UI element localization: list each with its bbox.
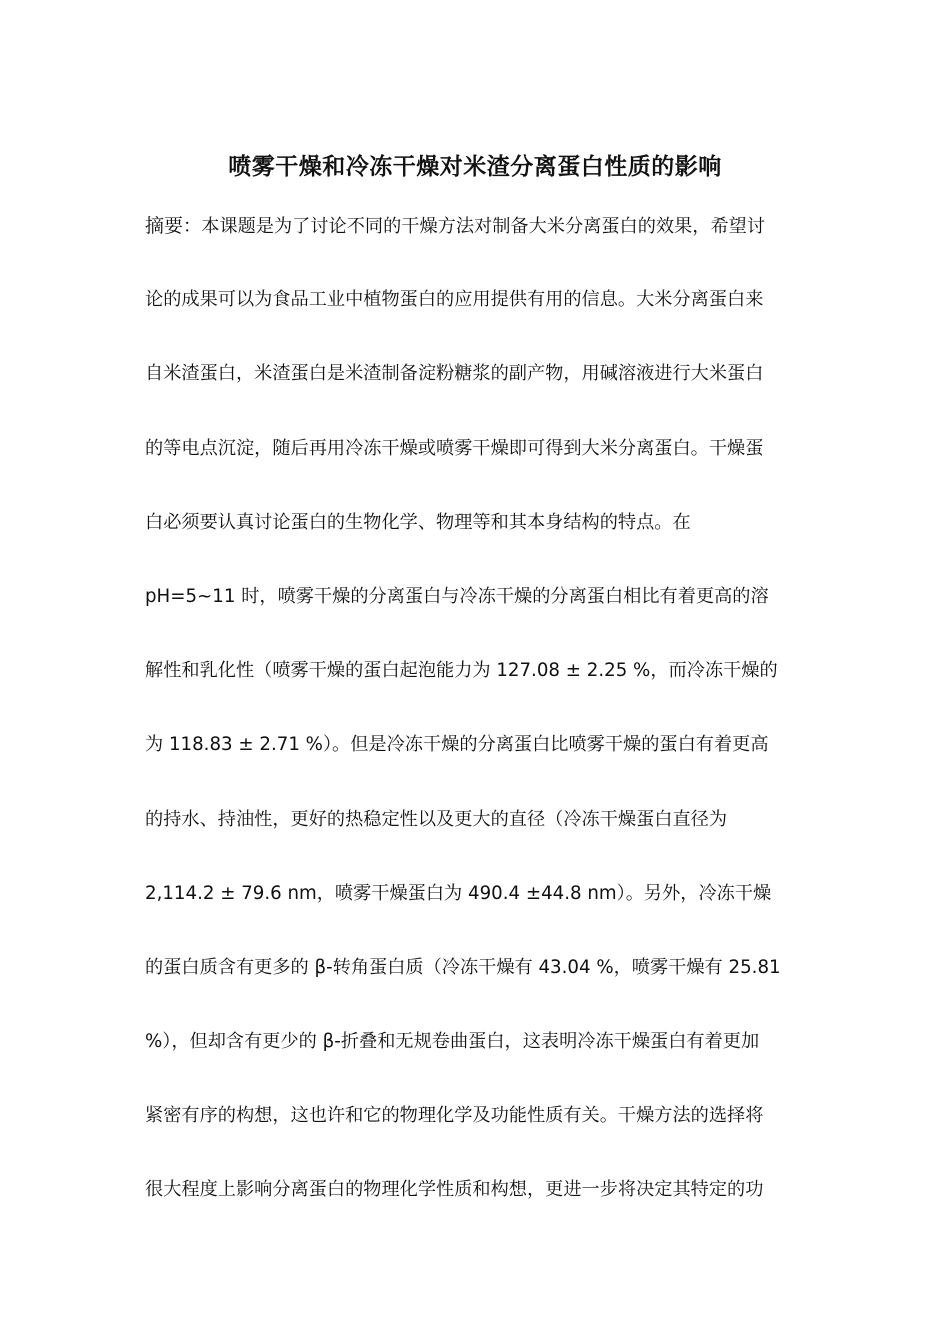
abstract-label: 摘要 — [145, 215, 184, 237]
document-title: 喷雾干燥和冷冻干燥对米渣分离蛋白性质的影响 — [228, 154, 722, 180]
abstract-line: 紧密有序的构想，这也许和它的物理化学及功能性质有关。干燥方法的选择将 — [145, 1105, 764, 1127]
abstract-line — [145, 207, 805, 281]
abstract-line: 2,114.2 ± 79.6 nm，喷雾干燥蛋白为 490.4 ±44.8 nm）。另外，冷冻干燥 — [145, 882, 772, 904]
abstract-line: %），但却含有更少的 β-折叠和无规卷曲蛋白，这表明冷冻干燥蛋白有着更加 — [145, 1031, 760, 1053]
abstract-line: 的等电点沉淀，随后再用冷冻干燥或喷雾干燥即可得到大米分离蛋白。干燥蛋 — [145, 437, 764, 459]
abstract-line: pH=5~11 时，喷雾干燥的分离蛋白与冷冻干燥的分离蛋白相比有着更高的溶 — [145, 585, 769, 607]
abstract-line: 很大程度上影响分离蛋白的物理化学性质和构想，更进一步将决定其特定的功 — [145, 1179, 764, 1201]
abstract-line: 为 118.83 ± 2.71 %）。但是冷冻干燥的分离蛋白比喷雾干燥的蛋白有着更高 — [145, 734, 769, 756]
abstract-line: 解性和乳化性（喷雾干燥的蛋白起泡能力为 127.08 ± 2.25 %，而冷冻干燥的 — [145, 660, 778, 682]
abstract-line: 自米渣蛋白，米渣蛋白是米渣制备淀粉糖浆的副产物，用碱溶液进行大米蛋白 — [145, 363, 764, 385]
abstract-line: 的持水、持油性，更好的热稳定性以及更大的直径（冷冻干燥蛋白直径为 — [145, 808, 728, 830]
abstract-line: 白必须要认真讨论蛋白的生物化学、物理等和其本身结构的特点。在 — [145, 511, 691, 533]
abstract-line: 的蛋白质含有更多的 β-转角蛋白质（冷冻干燥有 43.04 %，喷雾干燥有 25.81 — [145, 956, 781, 978]
abstract-section — [145, 207, 805, 1246]
abstract-line: 论的成果可以为食品工业中植物蛋白的应用提供有用的信息。大米分离蛋白来 — [145, 289, 764, 311]
abstract-text: ：本课题是为了讨论不同的干燥方法对制备大米分离蛋白的效果，希望讨 — [183, 216, 766, 237]
